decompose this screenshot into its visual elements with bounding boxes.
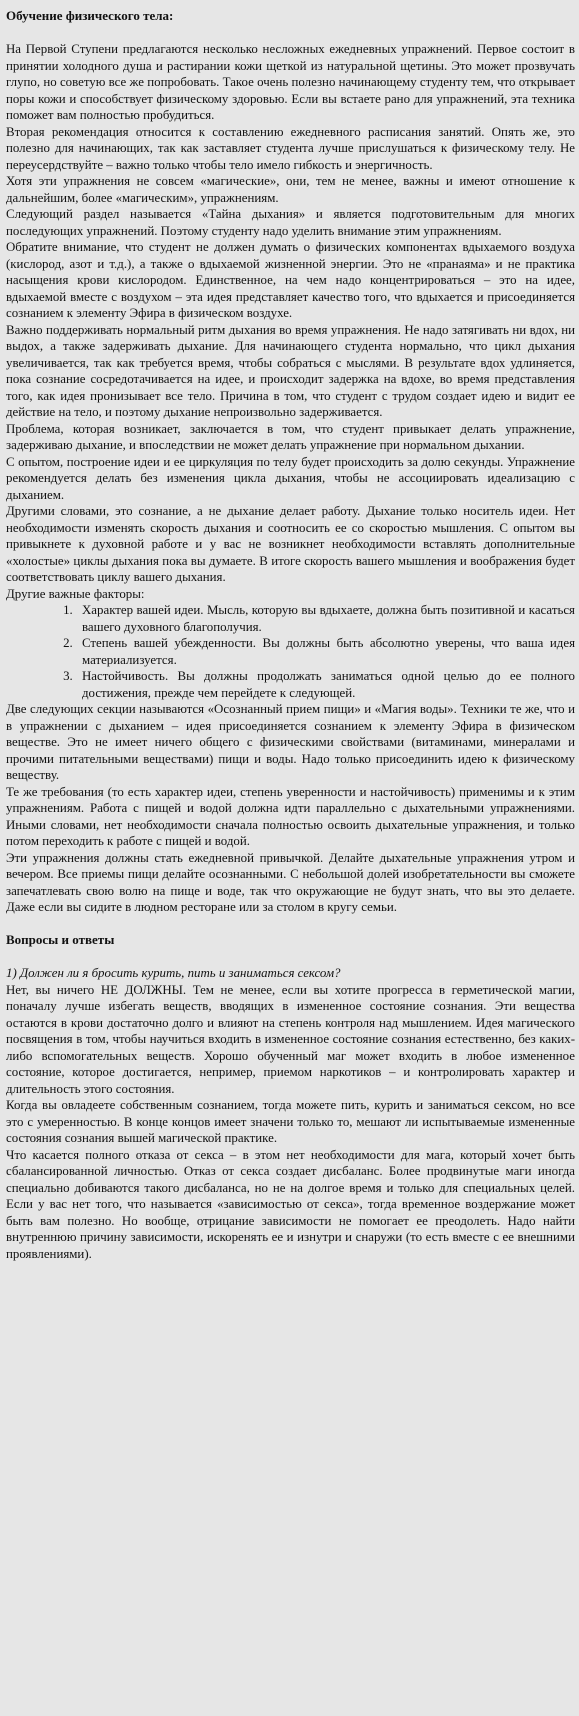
paragraph-list-intro: Другие важные факторы: xyxy=(6,586,145,601)
paragraph: Вторая рекомендация относится к составлению ежедневного расписания занятий. Опять же, это полезно для начинающих, так как заставляет студента лучше прислушаться к физическому телу. Не переусердствуйте – важно только чтобы тело имело гибкость и энергичность. xyxy=(6,124,575,172)
paragraph: Другими словами, это сознание, а не дыхание делает работу. Дыхание только носитель идеи. Нет необходимости изменять скорость дыхания и соотносить ее со скоростью мышления. С опытом вы привыкнете к духовной работе и у вас не возникнет необходимости вставлять дополнительные «холостые» циклы дыхания пока вы думаете. В итоге скорость вашего мышления и воображения будет соответствовать циклу вашего дыхания. xyxy=(6,504,575,584)
paragraph: Обратите внимание, что студент не должен думать о физических компонентах вдыхаемого воздуха (кислород, азот и т.д.), а также о вдыхаемой жизненной энергии. Это не «пранаяма» и не практика насыщения крови кислородом. Единственное, на чем надо концентрироваться – это на идее, вдыхаемой вместе с воздухом – эта идея представляет качество того, что вдыхается и присоединяется сознанием к элементу Эфира в физическом воздухе. xyxy=(6,240,575,320)
question: 1) Должен ли я бросить курить, пить и заниматься сексом? xyxy=(6,966,341,980)
factors-list xyxy=(6,602,575,701)
paragraph: С опытом, построение идеи и ее циркуляция по телу будет происходить за долю секунды. Упражнение рекомендуется делать без изменения цикла дыхания, чтобы не ассоциировать идеализацию с дыханием. xyxy=(6,454,575,502)
list-item: 1. Характер вашей идеи. Мысль, которую вы вдыхаете, должна быть позитивной и касаться вашего духовного благополучия. xyxy=(76,602,575,635)
paragraph: Хотя эти упражнения не совсем «магические», они, тем не менее, важны и имеют отношение к дальнейшим, более «магическим», упражнениям. xyxy=(6,174,575,205)
paragraph: Важно поддерживать нормальный ритм дыхания во время упражнения. Не надо затягивать ни вдох, ни выдох, а также задерживать дыхание. Для начинающего студента нормально, что цикл дыхания увеличивается, так как требуется время, чтобы собраться с мыслями. В результате вдох удлиняется, пока сознание сосредотачивается на идее, и происходит задержка на вдохе, во время представления того, как идея пронизывает все тело. Причина в том, что студент с трудом создает идею и видит ее действие на тело, и поэтому дыхание непроизвольно задерживается. xyxy=(6,322,575,419)
paragraph: Нет, вы ничего НЕ ДОЛЖНЫ. Тем не менее, если вы хотите прогресса в герметической магии, поначалу лучше избегать веществ, вводящих в измененное состояние сознания. Эти вещества остаются в крови достаточно долго и влияют на степень контроля над мышлением. Идея магического посвящения в том, чтобы научиться входить в измененное состояние сознания естественно, без каких-либо вспомогательных веществ. Хорошо обученный маг может входить в любое измененное состояние, которое достигается, непример, приемом наркотиков – и контролировать характер и длительность этого состояния. xyxy=(6,982,575,1096)
paragraph: Что касается полного отказа от секса – в этом нет необходимости для мага, который хочет быть сбалансированной личностью. Отказ от секса создает дисбаланс. Более продвинутые маги иногда специально добиваются такого дисбаланса, но не на долгое время и только для специальных целей. Если у вас нет того, что называется «зависимостью от секса», тогда временное воздержание может быть вам полезно. Но вообще, отрицание зависимости не помогает ее преодолеть. Надо найти внутреннюю причину зависимости, искоренять ее и изнутри и снаружи (то есть вместе с ее внешними проявлениями). xyxy=(6,1147,575,1261)
spacer xyxy=(6,916,575,933)
paragraph: Две следующих секции называются «Осознанный прием пищи» и «Магия воды». Техники те же, что и в упражнении с дыханием – идея присоединяется сознанием к элементу Эфира в физическом веществе. Это не имеет ничего общего с физическими свойствами (витаминами, минералами и прочими питательными веществами) пищи и воды. Надо только присоединить идею к физическому веществу. xyxy=(6,702,575,782)
section-heading-qa: Вопросы и ответы xyxy=(6,932,115,947)
spacer xyxy=(6,25,575,42)
list-item: 3. Настойчивость. Вы должны продолжать заниматься одной целью до ее полного достижения, прежде чем перейдете к следующей. xyxy=(76,668,575,701)
paragraph: На Первой Ступени предлагаются несколько несложных ежедневных упражнений. Первое состоит в принятии холодного душа и растирании кожи щеткой из натуральной щетины. Это может прозвучать глупо, но советую все же попробовать. Такое очень полезно начинающему студенту тем, что открывает поры кожи и способствует физическому здоровью. Если вы встаете рано для упражнений, эта техника поможет вам полностью пробудиться. xyxy=(6,42,575,122)
paragraph: Эти упражнения должны стать ежедневной привычкой. Делайте дыхательные упражнения утром и вечером. Все приемы пищи делайте осознанными. С небольшой долей изобретательности вы сможете запечатлевать свою волю на пище и воде, так что окружающие не будут знать, что вы это делаете. Даже если вы сидите в людном ресторане или за столом в кругу семьи. xyxy=(6,850,575,914)
spacer xyxy=(6,949,575,966)
list-item: 2. Степень вашей убежденности. Вы должны быть абсолютно уверены, что ваша идея материализуется. xyxy=(76,635,575,668)
paragraph: Те же требования (то есть характер идеи, степень уверенности и настойчивость) применимы и к этим упражнениям. Работа с пищей и водой должна идти параллельно с дыхательными упражнениями. Иными словами, нет необходимости сначала полностью освоить дыхательные упражнения, и только потом переходить к работе с пищей и водой. xyxy=(6,784,575,848)
paragraph: Следующий раздел называется «Тайна дыхания» и является подготовительным для многих последующих упражнений. Поэтому студенту надо уделить внимание этим упражнениям. xyxy=(6,207,575,238)
section-heading-physical-body: Обучение физического тела: xyxy=(6,8,174,23)
paragraph: Проблема, которая возникает, заключается в том, что студент привыкает делать упражнение, задерживаю дыхание, и впоследствии не может делать упражнение при нормальном дыхании. xyxy=(6,421,575,452)
paragraph: Когда вы овладеете собственным сознанием, тогда можете пить, курить и заниматься сексом, но все это с умеренностью. В конце концов имеет значени только то, мешают ли испытываемые измененные состояния сознания вышей магической практике. xyxy=(6,1098,575,1145)
